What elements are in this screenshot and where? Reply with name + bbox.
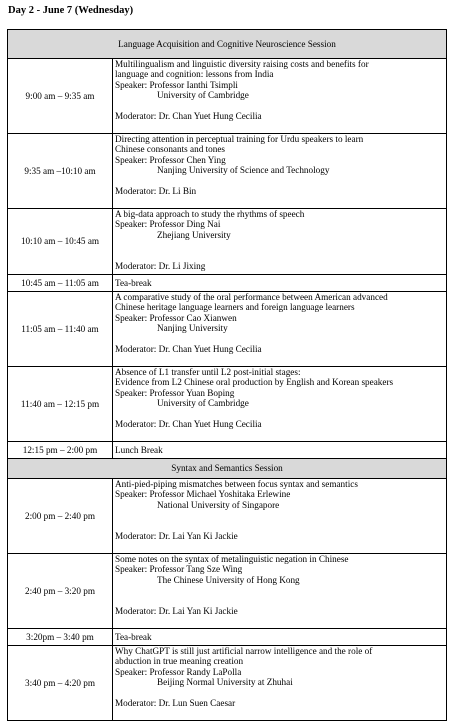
speaker-name: Speaker: Professor Chen Ying — [115, 154, 226, 165]
schedule-row — [8, 629, 447, 646]
time-slot: 3:20pm – 3:40 pm — [8, 629, 113, 646]
schedule-row — [8, 134, 447, 209]
schedule-row — [8, 646, 447, 721]
speaker-name: Speaker: Professor Randy LaPolla — [115, 666, 242, 677]
slot-details — [113, 442, 447, 459]
schedule-row — [8, 479, 447, 554]
moderator: Moderator: Dr. Li Jixing — [115, 261, 206, 272]
talk-title: Chinese heritage language learners and foreign language learners — [115, 302, 355, 313]
time-slot: 9:00 am – 9:35 am — [8, 59, 113, 134]
time-slot: 2:00 pm – 2:40 pm — [8, 479, 113, 554]
moderator: Moderator: Dr. Lai Yan Ki Jackie — [115, 531, 238, 542]
time-slot: 11:40 am – 12:15 pm — [8, 367, 113, 442]
slot-details — [113, 134, 447, 209]
speaker-name: Speaker: Professor Ding Nai — [115, 219, 221, 230]
schedule-row — [8, 367, 447, 442]
speaker-affiliation: University of Cambridge — [157, 89, 249, 100]
speaker-name: Speaker: Professor Michael Yoshitaka Erlewine — [115, 489, 291, 500]
speaker-affiliation: University of Cambridge — [157, 397, 249, 408]
talk-title: abduction in true meaning creation — [115, 656, 244, 667]
talk-title: Multilingualism and linguistic diversity raising costs and benefits for — [115, 59, 369, 69]
time-slot: 11:05 am – 11:40 am — [8, 292, 113, 367]
slot-details — [113, 646, 447, 721]
moderator: Moderator: Dr. Lun Suen Caesar — [115, 698, 236, 709]
talk-title: Evidence from L2 Chinese oral production by English and Korean speakers — [115, 377, 394, 388]
speaker-name: Speaker: Professor Cao Xianwen — [115, 312, 237, 323]
day-title: Day 2 - June 7 (Wednesday) — [8, 5, 134, 16]
time-slot: 12:15 pm – 2:00 pm — [8, 442, 113, 459]
schedule-body — [8, 30, 447, 721]
speaker-affiliation: Zhejiang University — [157, 229, 231, 240]
time-slot: 10:45 am – 11:05 am — [8, 275, 113, 292]
moderator: Moderator: Dr. Chan Yuet Hung Cecilia — [115, 111, 262, 122]
schedule-row — [8, 292, 447, 367]
time-slot: 3:40 pm – 4:20 pm — [8, 646, 113, 721]
speaker-affiliation: Nanjing University of Science and Technology — [157, 164, 330, 175]
talk-title: Directing attention in perceptual training for Urdu speakers to learn — [115, 134, 364, 144]
speaker-affiliation: Nanjing University — [157, 322, 228, 333]
time-slot: 2:40 pm – 3:20 pm — [8, 554, 113, 629]
slot-details — [113, 629, 447, 646]
break-label: Tea-break — [115, 277, 152, 288]
speaker-affiliation: National University of Singapore — [157, 499, 280, 510]
slot-details — [113, 554, 447, 629]
talk-title: Chinese consonants and tones — [115, 144, 225, 155]
talk-title: Absence of L1 transfer until L2 post-initial stages: — [115, 367, 301, 377]
session-title: Syntax and Semantics Session — [8, 459, 447, 479]
talk-title: language and cognition: lessons from India — [115, 69, 274, 80]
slot-details — [113, 292, 447, 367]
time-slot: 9:35 am –10:10 am — [8, 134, 113, 209]
time-slot: 10:10 am – 10:45 am — [8, 209, 113, 275]
schedule-row — [8, 59, 447, 134]
moderator: Moderator: Dr. Lai Yan Ki Jackie — [115, 606, 238, 617]
speaker-name: Speaker: Professor Yuan Boping — [115, 387, 235, 398]
talk-title: Why ChatGPT is still just artificial narrow intelligence and the role of — [115, 646, 373, 656]
moderator: Moderator: Dr. Chan Yuet Hung Cecilia — [115, 344, 262, 355]
session-title: Language Acquisition and Cognitive Neuroscience Session — [8, 30, 447, 59]
moderator: Moderator: Dr. Chan Yuet Hung Cecilia — [115, 419, 262, 430]
session-header-row — [8, 459, 447, 479]
slot-details — [113, 275, 447, 292]
speaker-name: Speaker: Professor Tang Sze Wing — [115, 564, 243, 575]
speaker-affiliation: The Chinese University of Hong Kong — [157, 574, 300, 585]
talk-title: A comparative study of the oral performance between American advanced — [115, 292, 388, 302]
session-header-row — [8, 30, 447, 59]
schedule-row — [8, 442, 447, 459]
talk-title: Some notes on the syntax of metalinguistic negation in Chinese — [115, 554, 349, 564]
speaker-name: Speaker: Professor Ianthi Tsimpli — [115, 79, 238, 90]
slot-details — [113, 479, 447, 554]
slot-details — [113, 209, 447, 275]
schedule-row — [8, 554, 447, 629]
slot-details — [113, 59, 447, 134]
break-label: Lunch Break — [115, 444, 163, 455]
slot-details — [113, 367, 447, 442]
talk-title: A big-data approach to study the rhythms of speech — [115, 209, 305, 219]
schedule-table — [7, 29, 447, 721]
schedule-row — [8, 275, 447, 292]
talk-title: Anti-pied-piping mismatches between focus syntax and semantics — [115, 479, 358, 489]
speaker-affiliation: Beijing Normal University at Zhuhai — [157, 676, 293, 687]
moderator: Moderator: Dr. Li Bin — [115, 186, 197, 197]
schedule-row — [8, 209, 447, 275]
break-label: Tea-break — [115, 631, 152, 642]
